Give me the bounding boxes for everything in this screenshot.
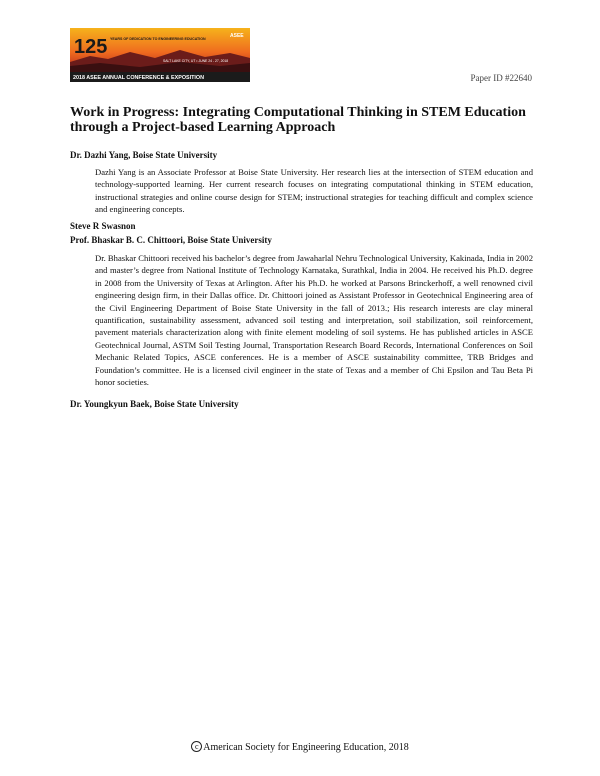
author-name-chittoori: Prof. Bhaskar B. C. Chittoori, Boise State University: [70, 235, 272, 245]
author-name-baek: Dr. Youngkyun Baek, Boise State University: [70, 399, 239, 409]
author-bio-yang: Dazhi Yang is an Associate Professor at Boise State University. Her research lies at the intersection of STEM education and technology-supported learning. Her current research focuses on integrating computational thinking in STEM education, instructional strategies and online course design for STEM; instructional strategies for teaching difficult and complex science and engineering concepts.: [95, 167, 533, 215]
author-name-yang: Dr. Dazhi Yang, Boise State University: [70, 150, 218, 160]
banner-number: 125: [74, 36, 108, 58]
copyright-footer: [0, 741, 600, 753]
banner-event: 2018 ASEE ANNUAL CONFERENCE & EXPOSITION: [73, 75, 204, 81]
copyright-icon: c: [191, 741, 202, 752]
banner-org: ASEE: [230, 33, 244, 39]
paper-id: Paper ID #22640: [470, 73, 532, 83]
banner-tagline: YEARS OF DEDICATION TO ENGINEERING EDUCATION: [110, 37, 206, 41]
author-bio-chittoori: Dr. Bhaskar Chittoori received his bachelor’s degree from Jawaharlal Nehru Technological University, Kakinada, India in 2002 and master’s degree from National Institute of Technology Karnataka, Surathkal, India in 2004. He received his Ph.D. degree in 2008 from the University of Texas at Arlington. After his Ph.D. he worked at Parsons Brinckerhoff, a well renowned civil engineering design firm, in their Dallas office. Dr. Chittoori joined as Assistant Professor in Geotechnical Engineering area of the Civil Engineering Department of Boise State University in the fall of 2013.; His research interests are clay mineral quantification, sustainability assessment, advanced soil testing and interpretation, soil stabilization, soil reinforcement, pavement materials characterization along with finite element modeling of soil systems. He has published articles in ASCE Geotechnical Journal, ASTM Soil Testing Journal, Transportation Research Board Records, International Conferences on Soil Mechanic Related Topics, ASCE conferences. He is a member of ASCE sustainability committee, TRB Bridges and Foundation’s committee. He is a licensed civil engineer in the state of Texas and a member of Chi Epsilon and Tau Beta Pi honor societies.: [95, 253, 533, 388]
banner-location: SALT LAKE CITY, UT • JUNE 24 - 27, 2018: [163, 59, 229, 63]
conference-banner: [70, 28, 250, 82]
conference-banner-graphic: [70, 28, 250, 82]
author-name-swasnon: Steve R Swasnon: [70, 221, 136, 231]
paper-title: Work in Progress: Integrating Computational Thinking in STEM Education through a Project-based Learning Approach: [70, 105, 526, 135]
copyright-text: American Society for Engineering Education, 2018: [203, 742, 409, 753]
